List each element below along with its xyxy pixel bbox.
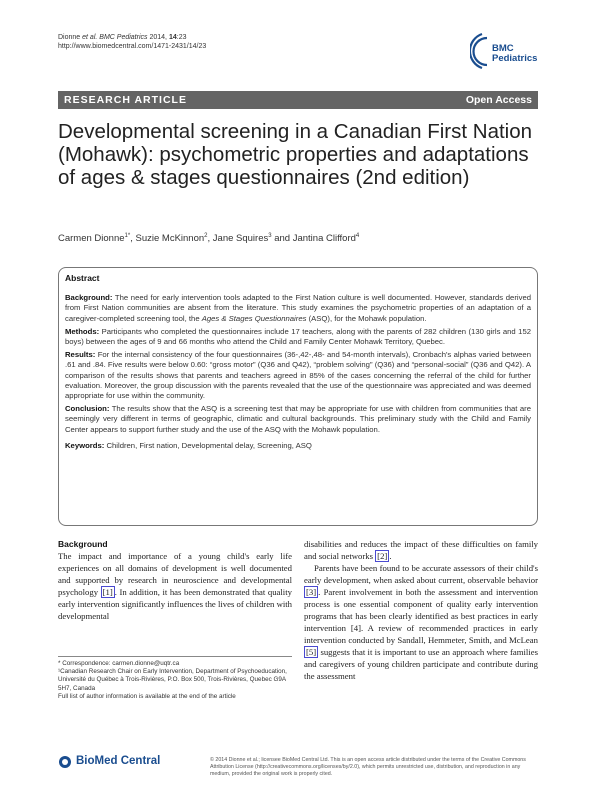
license-text: © 2014 Dionne et al.; licensee BioMed Central Ltd. This is an open access article distributed under the terms of the Creative Commons Attribution License (http://creativecommons.org/licenses/by/2.0), which permits unrestricted use, distribution, and reproduction in any medium, provided the original work is properly cited. bbox=[210, 757, 526, 777]
conclusion-text: The results show that the ASQ is a screening test that may be appropriate for use with children from communities that are seemingly very different in terms of geographic, climatic and cultural backgrounds. This preliminary study with the Child and Family Center appears to support further study and the use of the ASQ with the Mohawk population. bbox=[65, 404, 531, 434]
abstract-box bbox=[58, 267, 538, 526]
footnote bbox=[58, 656, 292, 701]
logo-line2: Pediatrics bbox=[492, 53, 538, 64]
body-paragraph bbox=[304, 562, 538, 682]
citation-link[interactable]: [2] bbox=[377, 551, 388, 561]
author-separator: , bbox=[207, 233, 213, 245]
results-text: For the internal consistency of the four questionnaires (36-,42-,48- and 54-month intervals), Cronbach's alphas varied between .61 and .84. Five results were below 0.60: “gross motor” (Q36 and Q42), “problem solving” (Q36) and “personal-social” (Q36 and Q42). A comparison of the results shows that parents and teachers agreed in 85% of the cases concerning the referral of the child for further evaluation. Moreover, the group discussion with the parents revealed that the use of the questionnaire was appreciated and was deemed appropriate for use within the community. bbox=[65, 350, 531, 401]
background-italic: Ages & Stages Questionnaires bbox=[201, 313, 307, 323]
author-affil: 2 bbox=[204, 233, 208, 239]
article-type-banner bbox=[58, 91, 538, 109]
author-name: Suzie McKinnon bbox=[135, 233, 205, 245]
body-text: The impact and importance of a young child's early life experiences on all domains of development is well documented and supported by research in neuroscience and developmental psychology bbox=[58, 551, 292, 597]
keywords-label: Keywords: bbox=[65, 440, 105, 450]
article-title: Developmental screening in a Canadian First Nation (Mohawk): psychometric properties and adaptations of ages & stages questionnaires (2nd edition) bbox=[58, 120, 533, 189]
header-url[interactable]: http://www.biomedcentral.com/1471-2431/14/23 bbox=[58, 43, 207, 50]
author-name: Jane Squires bbox=[212, 233, 269, 245]
background-text-end: (ASQ), for the Mohawk population. bbox=[306, 313, 427, 323]
author-info-note: Full list of author information is available at the end of the article bbox=[58, 692, 236, 700]
body-paragraph bbox=[304, 538, 538, 562]
body-text: suggests that it is important to use an approach where families and caregivers of young children participate and contribute during the assessment bbox=[304, 647, 538, 681]
results-label: Results: bbox=[65, 350, 96, 360]
header-volume: 14 bbox=[168, 34, 177, 41]
citation-link[interactable]: [3] bbox=[306, 587, 317, 597]
correspondence: * Correspondence: carmen.dionne@uqtr.ca bbox=[58, 660, 180, 667]
abstract-heading: Abstract bbox=[65, 273, 100, 283]
body-text: . In addition, it has been demonstrated that quality early intervention significantly influences the lives of children with developmental bbox=[58, 587, 293, 621]
banner-article-type: RESEARCH ARTICLE bbox=[64, 94, 187, 106]
methods-text: Participants who completed the questionnaires include 17 teachers, along with the parents of 282 children (130 girls and 152 boys) between the ages of 9 and 66 months who attend the Child and Family Center Mohawk Territory, Quebec. bbox=[65, 326, 531, 347]
biomed-central-logo bbox=[58, 755, 208, 769]
logo-line1: BMC bbox=[492, 43, 514, 54]
body-right-column bbox=[304, 538, 538, 682]
author-affil: 3 bbox=[268, 233, 272, 239]
author-name: Jantina Clifford bbox=[292, 233, 356, 245]
author-name: Carmen Dionne bbox=[58, 233, 125, 245]
header-citation bbox=[58, 33, 206, 51]
author-separator: and bbox=[271, 233, 293, 245]
journal-logo-text bbox=[492, 44, 537, 64]
citation-link[interactable]: [1] bbox=[102, 587, 113, 597]
biomed-central-text: BioMed Central bbox=[76, 755, 161, 767]
background-text: The need for early intervention tools adapted to the First Nation culture is well documented. However, standards derived from First Nation communities are absent from the literature. This study examines the psychometric properties of an adaptation of a caregiver-completed screening tool, the bbox=[65, 293, 531, 323]
abstract-conclusion bbox=[65, 404, 531, 435]
author-list bbox=[58, 233, 359, 244]
body-text: Parents have been found to be accurate assessors of their child's early development, when asked about current, observable behavior bbox=[304, 563, 538, 585]
abstract-background bbox=[65, 293, 531, 324]
header-article: :23 bbox=[176, 34, 187, 41]
abstract-keywords bbox=[65, 441, 531, 451]
section-heading-background: Background bbox=[58, 539, 108, 549]
banner-open-access: Open Access bbox=[465, 94, 532, 106]
conclusion-label: Conclusion: bbox=[65, 404, 110, 414]
background-label: Background: bbox=[65, 293, 113, 303]
body-left-column bbox=[58, 538, 292, 622]
body-paragraph bbox=[58, 550, 292, 622]
header-journal: BMC Pediatrics bbox=[99, 34, 148, 41]
affiliation: ¹Canadian Research Chair on Early Intervention, Department of Psychoeducation, Université du Québec à Trois-Rivières, P.O. Box 500, Trois-Rivières, Quebec G9A 5H7, Canada bbox=[58, 668, 287, 692]
methods-label: Methods: bbox=[65, 326, 100, 336]
citation-link[interactable]: [5] bbox=[306, 647, 317, 657]
header-etal: et al. bbox=[82, 34, 98, 41]
abstract-results bbox=[65, 350, 531, 401]
keywords-text: Children, First nation, Developmental delay, Screening, ASQ bbox=[104, 440, 312, 450]
author-separator: , bbox=[130, 233, 136, 245]
body-text: . bbox=[389, 551, 392, 561]
header-authors: Dionne bbox=[58, 34, 81, 41]
abstract-methods bbox=[65, 327, 531, 347]
biomed-central-icon bbox=[58, 755, 72, 769]
body-text: . Parent involvement in both the assessment and intervention process is one essential component of quality early intervention programs that has been clearly identified as best practices in early intervention [4]. A review of recommended practices in early intervention conducted by Sandall, Hemmeter, Smith, and McLean bbox=[304, 587, 538, 645]
body-text: disabilities and reduces the impact of these difficulties on family and social networks bbox=[304, 539, 538, 561]
author-affil: 4 bbox=[355, 233, 360, 239]
author-affil: 1* bbox=[124, 233, 131, 239]
header-year: 2014, bbox=[149, 34, 167, 41]
